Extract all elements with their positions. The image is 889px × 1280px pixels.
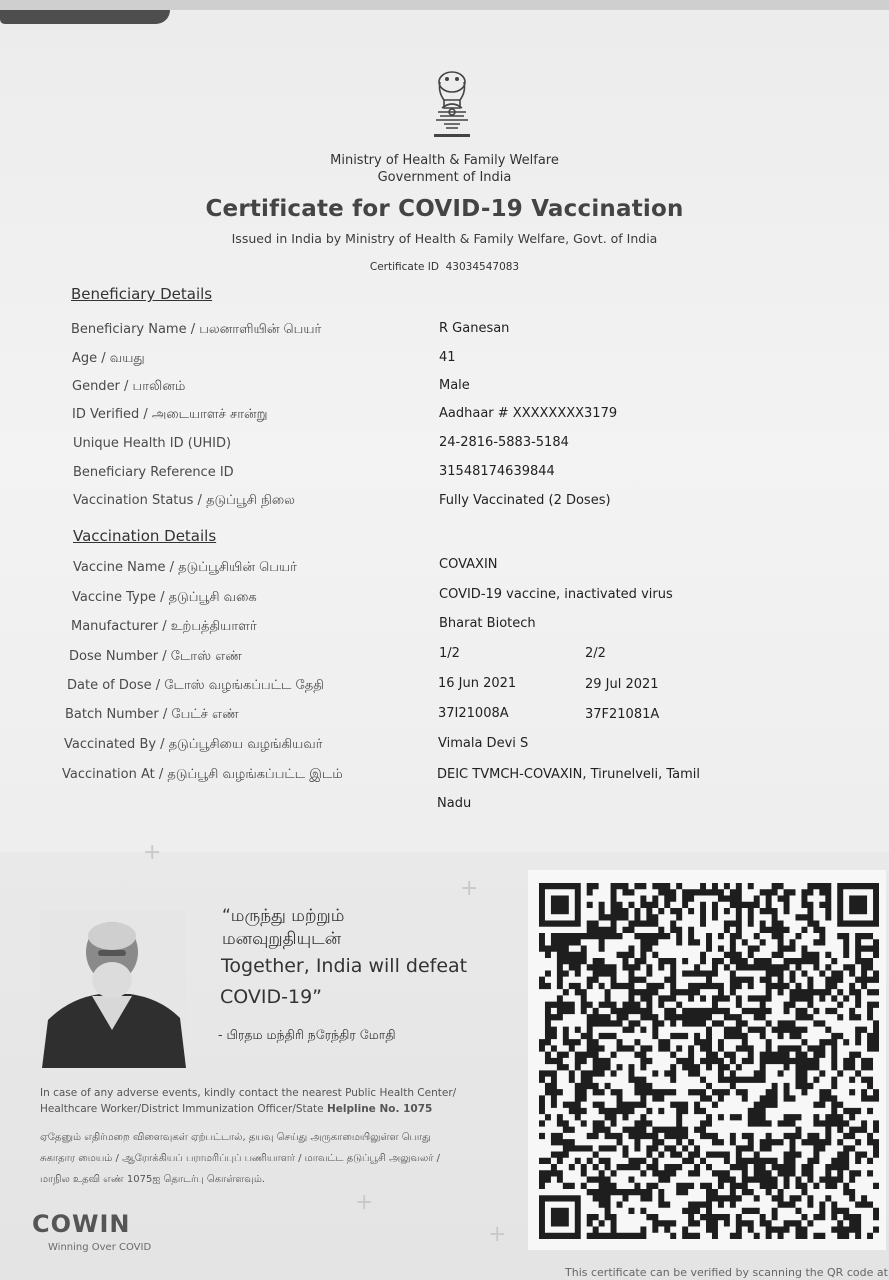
helpline-tamil-line2: சுகாதார மையம் / ஆரோக்கியப் பராமரிப்புப் பணியாளர் / மாவட்ட தடுப்பூசி அலுவலர் / [40, 1153, 441, 1164]
dose2-number-value: 2/2 [585, 646, 606, 661]
vaccinated-at-label: Vaccination At / தடுப்பூசி வழங்கப்பட்ட இடம் [62, 767, 343, 782]
beneficiary-name-value: R Ganesan [439, 321, 510, 336]
helpline-tamil-text [40, 1127, 520, 1190]
prime-minister-photo [40, 910, 186, 1068]
uhid-value: 24-2816-5883-5184 [439, 435, 569, 450]
government-name: Government of India [377, 170, 512, 185]
age-label: Age / வயது [72, 351, 145, 366]
dose2-date-value: 29 Jul 2021 [585, 677, 659, 692]
vaccinated-by-value: Vimala Devi S [438, 736, 529, 751]
helpline-tamil-line1: ஏதேனும் எதிர்மறை விளைவுகள் ஏற்பட்டால், தயவு செய்து அருகாமையிலுள்ள பொது [40, 1132, 431, 1143]
vaccinated-at-value-line1: DEIC TVMCH-COVAXIN, Tirunelveli, Tamil [437, 767, 701, 782]
uhid-label: Unique Health ID (UHID) [73, 436, 232, 451]
verification-note: This certificate can be verified by scanning the QR code at [565, 1266, 888, 1279]
id-verified-label: ID Verified / அடையாளச் சான்று [72, 407, 268, 422]
batch-number-label: Batch Number / பேட்ச் எண் [65, 707, 239, 722]
helpline-line1: In case of any adverse events, kindly contact the nearest Public Health Center/ [40, 1087, 457, 1099]
quote-tamil-line1: “மருந்து மற்றும் [222, 906, 345, 926]
plus-decoration: + [355, 1190, 374, 1215]
manufacturer-value: Bharat Biotech [439, 616, 536, 631]
certificate-id-line [0, 261, 889, 273]
vaccinated-at-value-line2: Nadu [437, 796, 472, 811]
quote-tamil-line2: மனவுறுதியுடன் [222, 929, 342, 949]
age-value: 41 [439, 350, 456, 365]
helpline-number: Helpline No. 1075 [326, 1103, 433, 1115]
vaccination-status-value: Fully Vaccinated (2 Doses) [439, 493, 611, 508]
page-shadow [0, 10, 170, 24]
vaccine-name-value: COVAXIN [439, 557, 498, 572]
id-verified-value: Aadhaar # XXXXXXXX3179 [439, 406, 618, 421]
gender-label: Gender / பாலினம் [72, 379, 186, 394]
vaccination-details-heading: Vaccination Details [73, 527, 217, 545]
vaccination-status-label: Vaccination Status / தடுப்பூசி நிலை [73, 493, 295, 508]
dose2-batch-value: 37F21081A [585, 707, 660, 722]
ministry-heading [0, 152, 889, 186]
quote-english-line1: Together, India will defeat [221, 955, 468, 977]
date-of-dose-label: Date of Dose / டோஸ் வழங்கப்பட்ட தேதி [67, 678, 324, 693]
gender-value: Male [439, 378, 470, 393]
helpline-tamil-line3: மாநில உதவி எண் 1075ஐ தொடர்பு கொள்ளவும். [40, 1174, 266, 1185]
dose1-batch-value: 37I21008A [438, 706, 509, 721]
cowin-tagline: Winning Over COVID [48, 1242, 152, 1253]
beneficiary-reference-id-label: Beneficiary Reference ID [73, 465, 234, 480]
vaccinated-by-label: Vaccinated By / தடுப்பூசியை வழங்கியவர் [64, 737, 323, 752]
vaccine-type-value: COVID-19 vaccine, inactivated virus [439, 587, 673, 602]
quote-attribution: - பிரதம மந்திரி நரேந்திர மோதி [218, 1027, 396, 1042]
ministry-name: Ministry of Health & Family Welfare [330, 153, 559, 168]
dose1-number-value: 1/2 [439, 646, 460, 661]
dose1-date-value: 16 Jun 2021 [438, 676, 517, 691]
issued-by-text: Issued in India by Ministry of Health & Family Welfare, Govt. of India [231, 231, 658, 246]
plus-decoration: + [143, 840, 162, 865]
certificate-title: Certificate for COVID-19 Vaccination [205, 196, 684, 222]
qr-code-icon [539, 883, 879, 1239]
certificate-id-label: Certificate ID [369, 261, 439, 273]
helpline-line2: Healthcare Worker/District Immunization Officer/State [40, 1103, 327, 1115]
helpline-text [40, 1085, 510, 1117]
plus-decoration: + [488, 1222, 507, 1247]
quote-english-line2: COVID-19” [220, 986, 322, 1008]
dose-number-label: Dose Number / டோஸ் எண் [69, 649, 242, 664]
cowin-logo: COWIN [32, 1210, 131, 1238]
manufacturer-label: Manufacturer / உற்பத்தியாளர் [71, 619, 257, 634]
vaccine-name-label: Vaccine Name / தடுப்பூசியின் பெயர் [73, 560, 297, 575]
plus-decoration: + [460, 876, 479, 901]
beneficiary-details-heading: Beneficiary Details [71, 285, 213, 303]
vaccine-type-label: Vaccine Type / தடுப்பூசி வகை [72, 590, 257, 605]
national-emblem-icon [428, 68, 476, 148]
certificate-id-value: 43034547083 [445, 261, 520, 273]
beneficiary-name-label: Beneficiary Name / பலனாளியின் பெயர் [71, 322, 322, 337]
beneficiary-reference-id-value: 31548174639844 [439, 464, 555, 479]
